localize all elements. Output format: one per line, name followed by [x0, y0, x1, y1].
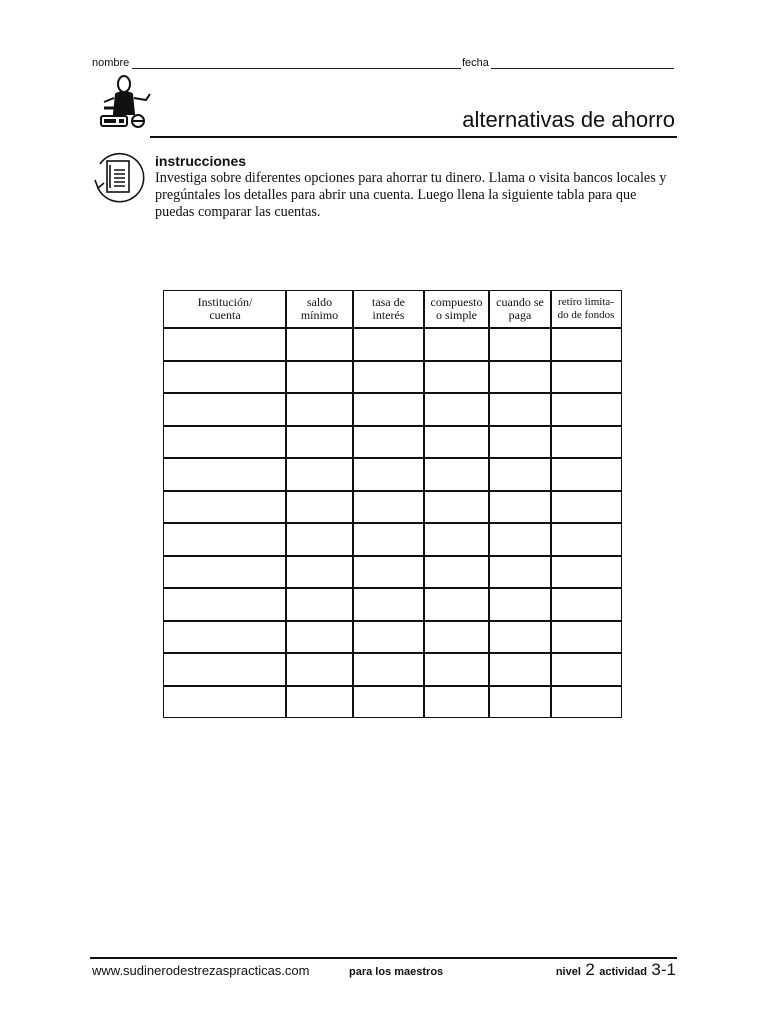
- table-cell[interactable]: [353, 327, 424, 360]
- table-cell[interactable]: [353, 490, 424, 523]
- table-cell[interactable]: [286, 327, 353, 360]
- table-cell[interactable]: [551, 587, 621, 620]
- table-cell[interactable]: [551, 425, 621, 458]
- table-row: [164, 555, 621, 588]
- table-cell[interactable]: [353, 457, 424, 490]
- table-cell[interactable]: [164, 490, 286, 523]
- table-cell[interactable]: [353, 522, 424, 555]
- table-cell[interactable]: [286, 522, 353, 555]
- table-cell[interactable]: [551, 490, 621, 523]
- name-label: nombre: [92, 57, 130, 69]
- table-cell[interactable]: [164, 555, 286, 588]
- table-row: [164, 652, 621, 685]
- table-cell[interactable]: [424, 555, 489, 588]
- table-cell[interactable]: [286, 555, 353, 588]
- comparison-table: [163, 290, 622, 718]
- table-row: [164, 327, 621, 360]
- level-label: nivel: [555, 966, 581, 978]
- column-header-min-balance: saldo mínimo: [300, 295, 339, 322]
- table-cell[interactable]: [551, 555, 621, 588]
- table-cell[interactable]: [164, 360, 286, 393]
- table-cell[interactable]: [164, 425, 286, 458]
- column-header-interest-rate: tasa de interés: [372, 295, 405, 322]
- activity-number: 3-1: [651, 960, 676, 979]
- instructions-line: Investiga sobre diferentes opciones para ahorrar tu dinero. Llama o visita bancos locales y: [155, 170, 667, 186]
- level-number: 2: [585, 960, 595, 979]
- name-date-line: [92, 57, 674, 71]
- table-cell[interactable]: [551, 360, 621, 393]
- table-cell[interactable]: [286, 685, 353, 718]
- table-cell[interactable]: [489, 457, 551, 490]
- page-title: alternativas de ahorro: [462, 107, 675, 132]
- table-cell[interactable]: [353, 392, 424, 425]
- table-row: [164, 620, 621, 653]
- column-header-paid-when: cuando se paga: [496, 295, 544, 322]
- table-cell[interactable]: [489, 620, 551, 653]
- instructions-line: pregúntales los detalles para abrir una cuenta. Luego llena la siguiente tabla para que: [155, 187, 637, 203]
- table-cell[interactable]: [164, 392, 286, 425]
- table-cell[interactable]: [489, 522, 551, 555]
- table-cell[interactable]: [424, 522, 489, 555]
- table-cell[interactable]: [286, 587, 353, 620]
- table-row: [164, 392, 621, 425]
- instructions-heading: instrucciones: [155, 153, 247, 169]
- table-cell[interactable]: [164, 457, 286, 490]
- table-cell[interactable]: [164, 522, 286, 555]
- table-row: [164, 522, 621, 555]
- table-row: [164, 587, 621, 620]
- footer-level-activity: [556, 961, 676, 981]
- name-field[interactable]: [132, 68, 461, 69]
- table-row: [164, 457, 621, 490]
- table-cell[interactable]: [489, 360, 551, 393]
- table-cell[interactable]: [551, 685, 621, 718]
- table-cell[interactable]: [164, 327, 286, 360]
- table-cell[interactable]: [489, 327, 551, 360]
- table-cell[interactable]: [489, 392, 551, 425]
- table-cell[interactable]: [551, 392, 621, 425]
- table-cell[interactable]: [424, 327, 489, 360]
- table-cell[interactable]: [489, 490, 551, 523]
- footer-url: www.sudinerodestrezaspracticas.com: [92, 963, 310, 978]
- table-cell[interactable]: [286, 392, 353, 425]
- table-cell[interactable]: [286, 360, 353, 393]
- instructions-text: [155, 170, 681, 221]
- table-cell[interactable]: [424, 360, 489, 393]
- document-cycle-icon: [90, 150, 146, 206]
- table-cell[interactable]: [164, 620, 286, 653]
- column-header-withdrawal-limit: retiro limita- do de fondos: [557, 296, 615, 321]
- table-cell[interactable]: [353, 425, 424, 458]
- table-cell[interactable]: [551, 522, 621, 555]
- table-cell[interactable]: [551, 620, 621, 653]
- table-cell[interactable]: [424, 587, 489, 620]
- table-cell[interactable]: [286, 652, 353, 685]
- table-cell[interactable]: [286, 425, 353, 458]
- table-cell[interactable]: [353, 555, 424, 588]
- title-rule: [150, 136, 677, 138]
- table-row: [164, 360, 621, 393]
- table-row: [164, 425, 621, 458]
- date-label: fecha: [462, 57, 489, 69]
- table-cell[interactable]: [286, 490, 353, 523]
- table-cell[interactable]: [489, 652, 551, 685]
- table-cell[interactable]: [551, 457, 621, 490]
- table-cell[interactable]: [424, 425, 489, 458]
- table-cell[interactable]: [489, 685, 551, 718]
- table-row: [164, 685, 621, 718]
- table-cell[interactable]: [353, 652, 424, 685]
- table-cell[interactable]: [551, 327, 621, 360]
- table-cell[interactable]: [164, 652, 286, 685]
- table-cell[interactable]: [489, 425, 551, 458]
- table-cell[interactable]: [353, 587, 424, 620]
- table-cell[interactable]: [353, 360, 424, 393]
- table-cell[interactable]: [424, 685, 489, 718]
- table-cell[interactable]: [551, 652, 621, 685]
- table-header: [164, 291, 621, 327]
- table-cell[interactable]: [489, 555, 551, 588]
- instructions-line: puedas comparar las cuentas.: [155, 204, 321, 220]
- table-cell[interactable]: [424, 652, 489, 685]
- date-field[interactable]: [491, 68, 674, 69]
- table-cell[interactable]: [164, 685, 286, 718]
- table-cell[interactable]: [286, 457, 353, 490]
- column-header-compound-simple: compuesto o simple: [430, 295, 483, 322]
- table-cell[interactable]: [424, 392, 489, 425]
- footer-audience: para los maestros: [349, 966, 444, 978]
- table-cell[interactable]: [286, 620, 353, 653]
- activity-label: actividad: [599, 966, 647, 978]
- table-cell[interactable]: [353, 620, 424, 653]
- column-header-institution: Institución/ cuenta: [197, 295, 253, 322]
- table-cell[interactable]: [424, 490, 489, 523]
- table-cell[interactable]: [353, 685, 424, 718]
- table-cell[interactable]: [424, 620, 489, 653]
- table-cell[interactable]: [424, 457, 489, 490]
- table-cell[interactable]: [489, 587, 551, 620]
- person-at-desk-icon: [98, 72, 154, 134]
- table-cell[interactable]: [164, 587, 286, 620]
- table-row: [164, 490, 621, 523]
- footer-rule: [90, 957, 677, 959]
